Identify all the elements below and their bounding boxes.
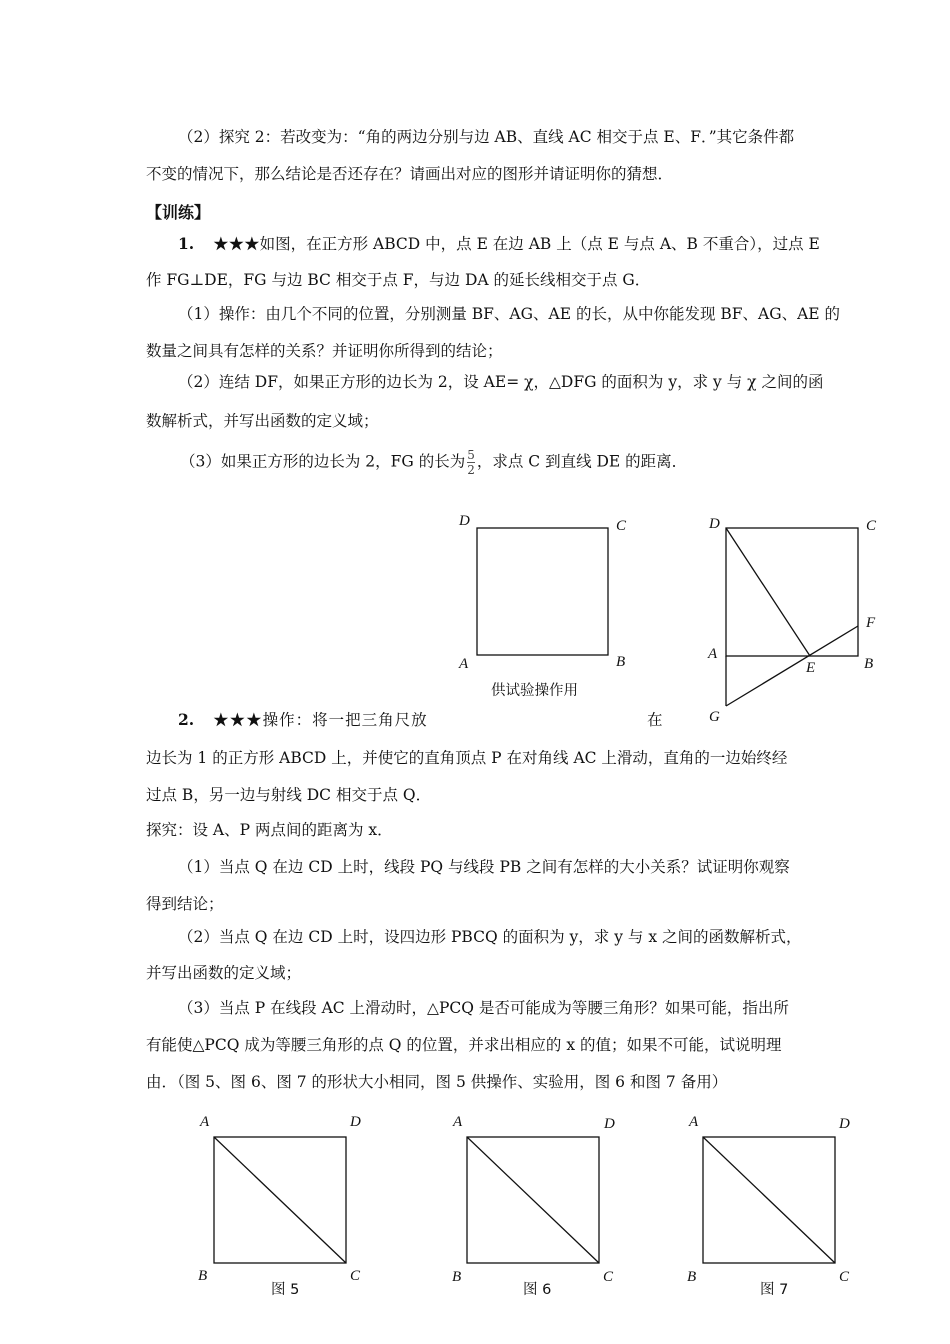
label-A: A — [689, 1114, 699, 1130]
problem1-number: 1. — [178, 234, 195, 253]
label-C: C — [839, 1269, 850, 1285]
problem2-explore: 探究：设 A、P 两点间的距离为 x． — [146, 821, 393, 839]
label-D: D — [350, 1114, 361, 1130]
problem1-q3-post: ，求点 C 到直线 DE 的距离． — [476, 452, 688, 471]
figure-6 — [449, 1110, 629, 1290]
square-outline — [477, 528, 608, 655]
label-D: D — [709, 516, 720, 532]
label-B: B — [687, 1269, 697, 1285]
label-D: D — [459, 513, 470, 529]
problem1-line-1: ★★★如图，在正方形 ABCD 中，点 E 在边 AB 上（点 E 与点 A、B 不重合），过点 E — [213, 235, 820, 253]
problem2-number: 2. — [178, 710, 195, 729]
label-G: G — [709, 709, 720, 725]
problem1-q3-pre: （3）如果正方形的边长为 2，FG 的长为 — [180, 452, 466, 471]
label-C: C — [350, 1268, 361, 1284]
fraction-numerator: 5 — [467, 448, 475, 462]
label-F: F — [866, 615, 876, 631]
label-A: A — [459, 656, 469, 672]
problem2-q2-line-2: 并写出函数的定义域； — [146, 964, 302, 982]
problem1-q2-line-1: （2）连结 DF，如果正方形的边长为 2，设 AE= χ，△DFG 的面积为 y，求 y 与 χ 之间的函 — [178, 373, 824, 391]
figure-5 — [196, 1110, 376, 1290]
problem1-first-line — [178, 234, 820, 254]
problem2-q1-line-1: （1）当点 Q 在边 CD 上时，线段 PQ 与线段 PB 之间有怎样的大小关系？试证明你观察 — [178, 858, 790, 876]
label-D: D — [604, 1116, 615, 1132]
label-A: A — [708, 646, 718, 662]
label-B: B — [452, 1269, 462, 1285]
label-D: D — [839, 1116, 850, 1132]
label-A: A — [200, 1114, 210, 1130]
explore2-line-1: （2）探究 2：若改变为：“角的两边分别与边 AB、直线 AC 相交于点 E、F．”其它条件都 — [178, 128, 795, 146]
problem2-q3-line-3: 由．（图 5、图 6、图 7 的形状大小相同，图 5 供操作、实验用，图 6 和图 7 备用） — [146, 1073, 728, 1091]
explore2-line-2: 不变的情况下，那么结论是否还存在？请画出对应的图形并请证明你的猜想． — [146, 165, 674, 183]
problem1-figure-right — [700, 510, 890, 730]
segment-DE — [726, 528, 810, 656]
figure-5-caption: 图 5 — [271, 1282, 300, 1298]
problem2-q3-line-2: 有能使△PCQ 成为等腰三角形的点 Q 的位置，并求出相应的 x 的值；如果不可能，试说明理 — [146, 1036, 782, 1054]
label-C: C — [616, 518, 627, 534]
problem1-figure-caption: 供试验操作用 — [491, 683, 578, 699]
problem1-q1-line-2: 数量之间具有怎样的关系？并证明你所得到的结论； — [146, 342, 503, 360]
label-A: A — [453, 1114, 463, 1130]
diagonal-AC — [214, 1137, 346, 1263]
problem1-line-2: 作 FG⊥DE，FG 与边 BC 相交于点 F，与边 DA 的延长线相交于点 G． — [146, 271, 651, 289]
problem2-line-1b: 在 — [647, 711, 663, 729]
diagonal-AC — [467, 1137, 599, 1263]
figure-7 — [685, 1110, 865, 1290]
problem1-q2-line-2: 数解析式，并写出函数的定义域； — [146, 412, 379, 430]
figure-7-caption: 图 7 — [760, 1282, 789, 1298]
diagonal-AC — [703, 1137, 835, 1263]
label-B: B — [616, 654, 626, 670]
problem1-q3 — [180, 448, 687, 477]
segment-GF — [726, 626, 858, 706]
label-E: E — [806, 660, 816, 676]
problem2-first-line — [178, 710, 428, 730]
figure-6-caption: 图 6 — [523, 1282, 552, 1298]
label-C: C — [603, 1269, 614, 1285]
square-ABCD — [726, 528, 858, 656]
fraction-denominator: 2 — [467, 463, 475, 477]
problem2-line-3: 过点 B，另一边与射线 DC 相交于点 Q． — [146, 786, 432, 804]
problem1-q1-line-1: （1）操作：由几个不同的位置，分别测量 BF、AG、AE 的长，从中你能发现 BF、AG、AE 的 — [178, 305, 841, 323]
problem2-q1-line-2: 得到结论； — [146, 895, 224, 913]
problem2-q2-line-1: （2）当点 Q 在边 CD 上时，设四边形 PBCQ 的面积为 y，求 y 与 x 之间的函数解析式， — [178, 928, 802, 946]
problem2-line-2: 边长为 1 的正方形 ABCD 上，并使它的直角顶点 P 在对角线 AC 上滑动，直角的一边始终经 — [146, 749, 788, 767]
problem2-line-1a: ★★★操作：将一把三角尺放 — [213, 711, 428, 729]
label-B: B — [864, 656, 874, 672]
fraction-five-halves — [467, 448, 475, 477]
label-B: B — [198, 1268, 208, 1284]
training-heading: 【训练】 — [146, 203, 211, 222]
label-C: C — [866, 518, 877, 534]
problem1-figure-left — [455, 510, 635, 670]
problem2-q3-line-1: （3）当点 P 在线段 AC 上滑动时，△PCQ 是否可能成为等腰三角形？如果可能，指出所 — [178, 999, 789, 1017]
